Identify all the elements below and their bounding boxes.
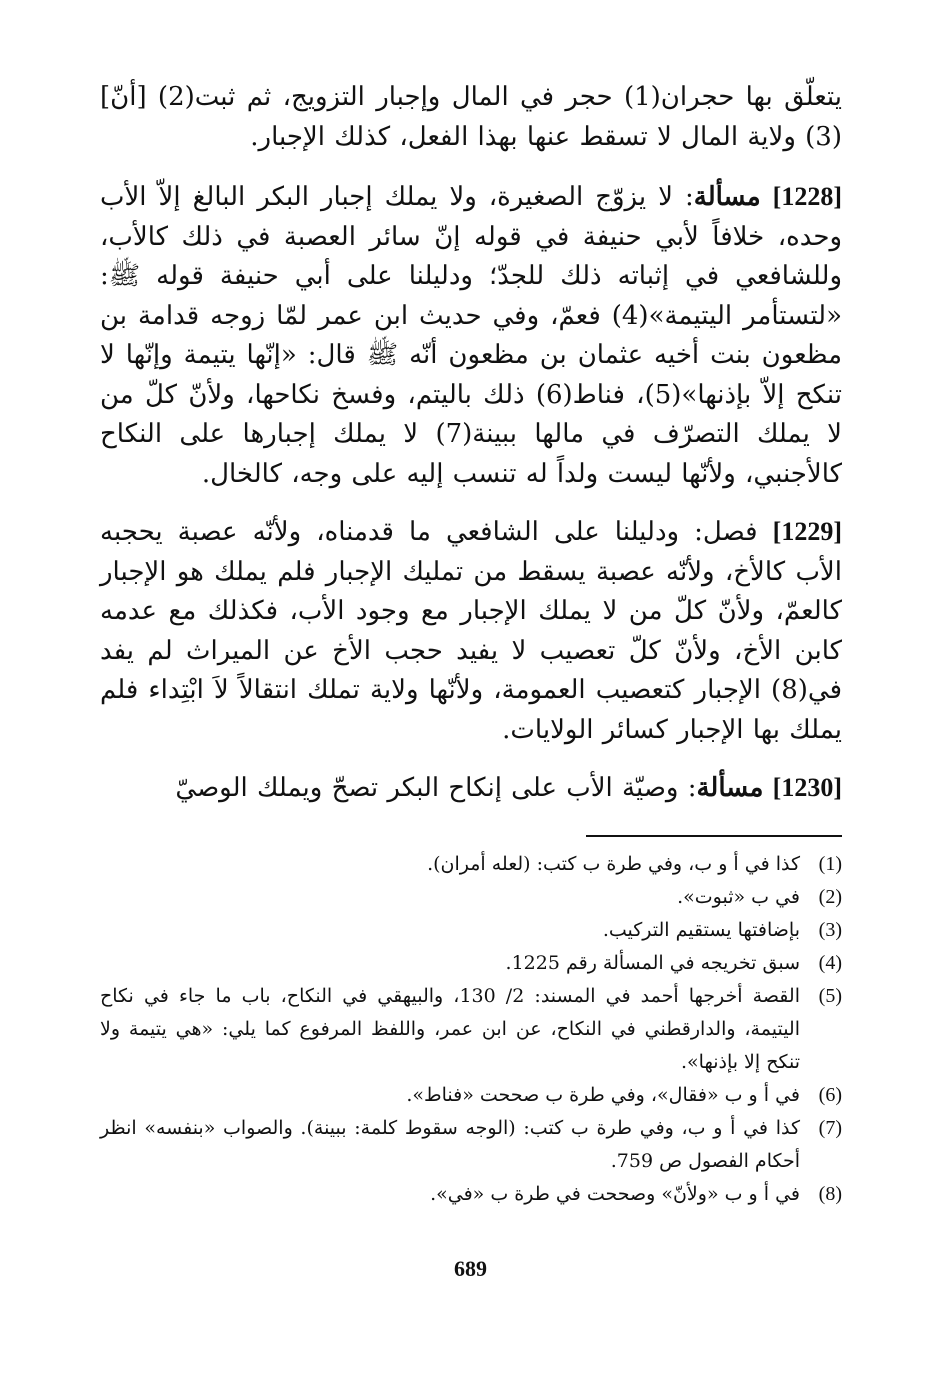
footnote-text: في أ و ب «فقال»، وفي طرة ب صححت «فناط». bbox=[406, 1084, 800, 1106]
footnote-item bbox=[100, 980, 842, 1079]
footnote-number: (3) bbox=[818, 919, 842, 941]
footnote-item bbox=[100, 881, 842, 914]
footnote-divider bbox=[586, 835, 842, 837]
footnote-text: في أ و ب «ولأنّ» وصححت في طرة ب «في». bbox=[430, 1183, 800, 1205]
footnote-item bbox=[100, 1178, 842, 1211]
issue-keyword: مسألة bbox=[696, 773, 764, 803]
footnote-text: سبق تخريجه في المسألة رقم 1225. bbox=[505, 952, 800, 974]
footnote-item bbox=[100, 1079, 842, 1112]
issue-keyword: مسألة bbox=[693, 182, 761, 212]
footnote-number: (8) bbox=[818, 1183, 842, 1205]
paragraph-text: يتعلّق بها حجران(1) حجر في المال وإجبار التزويج، ثم ثبت(2) [أنّ](3) ولاية المال لا تسقط عنها بهذا الفعل، كذلك الإجبار. bbox=[100, 82, 843, 152]
footnote-item bbox=[100, 947, 842, 980]
paragraph-continuation bbox=[100, 78, 842, 157]
paragraph-text: : وصيّة الأب على إنكاح البكر تصحّ ويملك الوصيّ bbox=[175, 773, 697, 803]
footnote-number: (5) bbox=[818, 985, 842, 1007]
footnote-number: (4) bbox=[818, 952, 842, 974]
paragraph-issue-1230 bbox=[100, 768, 842, 809]
footnote-number: (1) bbox=[818, 853, 842, 875]
footnote-number: (6) bbox=[818, 1084, 842, 1106]
issue-number: [1230] bbox=[772, 773, 842, 802]
section-keyword: فصل bbox=[702, 517, 758, 547]
paragraph-text: : ودليلنا على الشافعي ما قدمناه، ولأنّه عصبة يحجبه الأب كالأخ، ولأنّه عصبة يسقط من تمليك الإجبار فلم يملك هو الإجبار كالعمّ، ولأنّ كلّ من لا يملك الإجبار مع وجود الأب، فكذلك مع عدمه كابن الأخ، ولأنّ كلّ تعصيب لا يفيد حجب الأخ عن الميراث لم يفد في(8) الإجبار كتعصيب العمومة، ولأنّها ولاية تملك انتقالاً لاَ ابْتِداء فلم يملك بها الإجبار كسائر الولايات. bbox=[100, 517, 842, 745]
paragraph-issue-1228 bbox=[100, 177, 842, 494]
footnotes-section bbox=[100, 848, 842, 1211]
footnote-text: كذا في أ و ب، وفي طرة ب كتب: (الوجه سقوط كلمة: ببينة). والصواب «بنفسه» انظر أحكام الفصول ص 759. bbox=[100, 1117, 800, 1172]
footnote-number: (2) bbox=[818, 886, 842, 908]
paragraph-section-1229 bbox=[100, 512, 842, 750]
footnote-item bbox=[100, 914, 842, 947]
footnote-text: كذا في أ و ب، وفي طرة ب كتب: (لعله أمران). bbox=[427, 853, 800, 875]
page-body bbox=[100, 78, 843, 1205]
footnote-number: (7) bbox=[818, 1117, 842, 1139]
page-number: 689 bbox=[454, 1256, 487, 1281]
paragraph-text: : لا يزوّج الصغيرة، ولا يملك إجبار البكر البالغ إلاّ الأب وحده، خلافاً لأبي حنيفة في قوله إنّ سائر العصبة في ذلك كالأب، وللشافعي في إثباته ذلك للجدّ؛ ودليلنا على أبي حنيفة قوله ﷺ: «لتستأمر اليتيمة»(4) فعمّ، وفي حديث ابن عمر لمّا زوجه قدامة بن مظعون بنت أخيه عثمان بن مظعون أنّه ﷺ قال: «إنّها يتيمة وإنّها لا تنكح إلاّ بإذنها»(5)، فناط(6) ذلك باليتم، وفسخ نكاحها، ولأنّ كلّ من لا يملك التصرّف في مالها ببينة(7) لا يملك إجبارها على النكاح كالأجنبي، ولأنّها ليست ولداً له تنسب إليه على وجه، كالخال. bbox=[100, 182, 842, 489]
section-number: [1229] bbox=[772, 517, 842, 546]
issue-number: [1228] bbox=[772, 182, 843, 211]
footnote-text: بإضافتها يستقيم التركيب. bbox=[602, 919, 800, 941]
footnote-text: في ب «ثبوت». bbox=[677, 886, 800, 908]
footnote-text: القصة أخرجها أحمد في المسند: 2/ 130، والبيهقي في النكاح، باب ما جاء في نكاح اليتيمة، والدارقطني في النكاح، عن ابن عمر، واللفظ المرفوع كما يلي: «هي يتيمة ولا تنكح إلا بإذنها». bbox=[100, 985, 800, 1073]
footnote-item bbox=[100, 848, 842, 881]
footnote-item bbox=[100, 1112, 842, 1178]
